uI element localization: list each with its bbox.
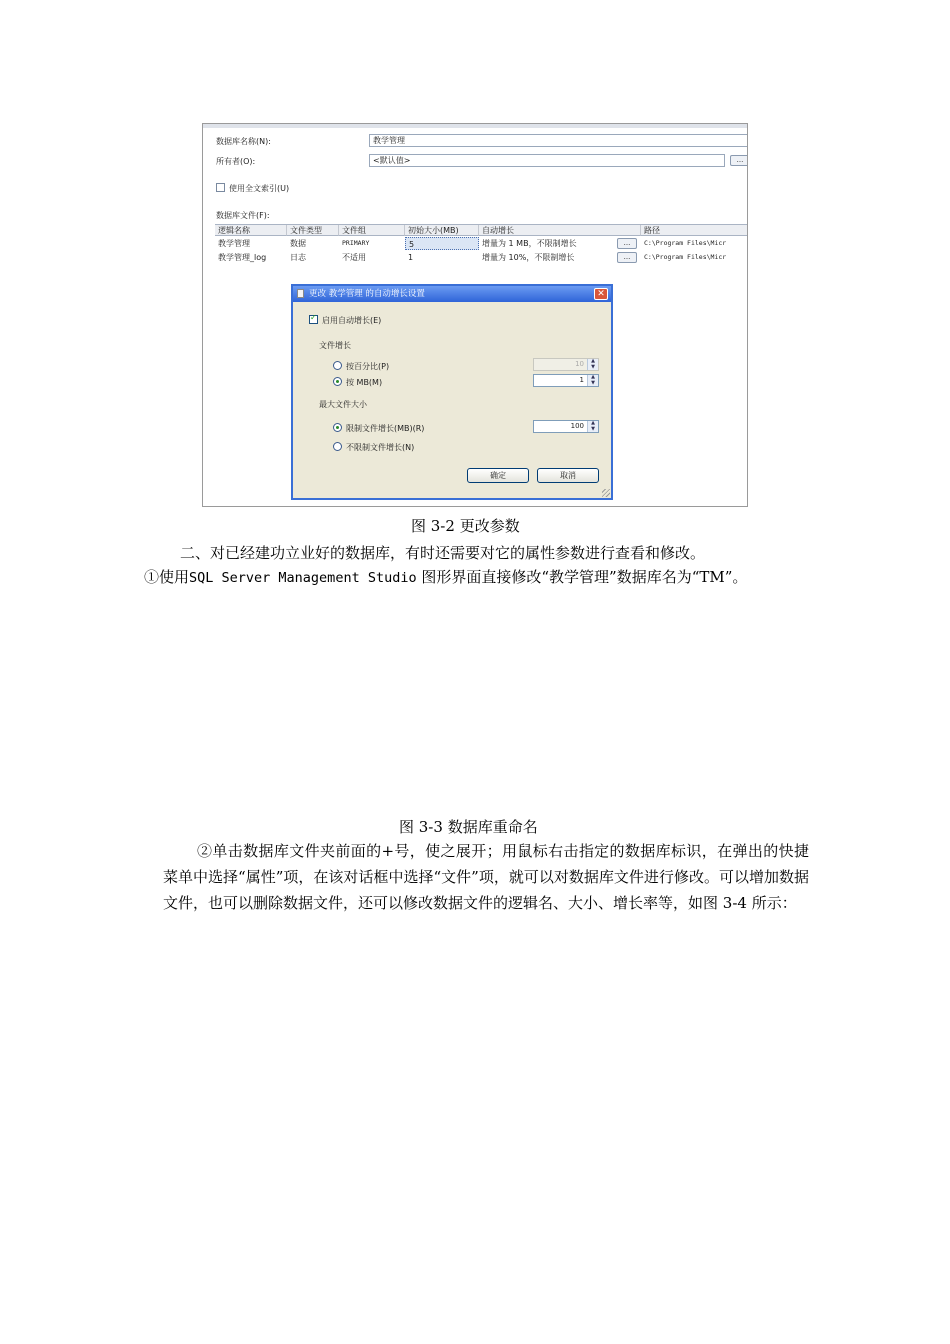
cancel-button[interactable]: 取消 xyxy=(537,468,599,483)
growth-percent-radio[interactable] xyxy=(333,361,342,370)
db-files-grid xyxy=(215,224,748,262)
grid-cell-autogrowth: 增量为 10%，不限制增长 xyxy=(482,253,575,262)
col-header-path[interactable]: 路径 xyxy=(641,225,748,236)
grid-cell-path: C:\Program Files\Micr xyxy=(644,253,727,261)
owner-browse-button[interactable]: ... xyxy=(730,155,748,166)
figure-caption-3-2: 图 3-2 更改参数 xyxy=(411,517,520,535)
paragraph-2-suffix: 图形界面直接修改“教学管理”数据库名为“TM”。 xyxy=(421,568,748,586)
col-header-filegroup[interactable]: 文件组 xyxy=(339,225,405,236)
spinner-arrows-icon[interactable]: ▲ ▼ xyxy=(587,359,598,370)
fulltext-checkbox[interactable] xyxy=(216,183,225,192)
grid-cell-file-type: 日志 xyxy=(290,253,306,262)
col-header-logical-name[interactable]: 逻辑名称 xyxy=(215,225,287,236)
paragraph-2-prefix: ①使用 xyxy=(144,568,190,586)
col-header-autogrowth[interactable]: 自动增长 xyxy=(479,225,641,236)
growth-percent-value: 10 xyxy=(575,360,584,368)
grid-cell-initial-size[interactable]: 5 xyxy=(405,237,479,250)
close-icon[interactable]: ✕ xyxy=(594,288,608,300)
owner-input[interactable]: <默认值> xyxy=(369,154,725,167)
dialog-titlebar[interactable] xyxy=(293,286,611,302)
grid-cell-file-type: 数据 xyxy=(290,239,306,248)
limited-growth-radio[interactable] xyxy=(333,423,342,432)
window-top-band xyxy=(203,124,747,128)
growth-mb-value: 1 xyxy=(579,376,584,384)
grid-cell-path: C:\Program Files\Micr xyxy=(644,239,727,247)
fulltext-label: 使用全文索引(U) xyxy=(229,184,290,193)
ok-button[interactable]: 确定 xyxy=(467,468,529,483)
grid-cell-logical-name[interactable]: 教学管理 xyxy=(218,239,250,248)
limited-growth-spinner[interactable] xyxy=(533,420,599,433)
spinner-arrows-icon[interactable]: ▲ ▼ xyxy=(587,421,598,432)
autogrowth-dialog xyxy=(291,284,613,500)
col-header-file-type[interactable]: 文件类型 xyxy=(287,225,339,236)
file-growth-group-label: 文件增长 xyxy=(319,341,351,350)
grid-cell-filegroup[interactable]: PRIMARY xyxy=(342,239,370,247)
db-files-label: 数据库文件(F): xyxy=(216,211,270,220)
paragraph-3: ②单击数据库文件夹前面的+号，使之展开；用鼠标右击指定的数据库标识，在弹出的快捷菜单中选择“属性”项，在该对话框中选择“文件”项，就可以对数据库文件进行修改。可以增加数据文件，也可以删除数据文件，还可以修改数据文件的逻辑名、大小、增长率等，如图 3-4 所示： xyxy=(163,842,809,912)
unlimited-growth-radio[interactable] xyxy=(333,442,342,451)
limited-growth-value: 100 xyxy=(570,422,584,430)
enable-autogrowth-label: 启用自动增长(E) xyxy=(322,316,382,325)
spinner-arrows-icon[interactable]: ▲ ▼ xyxy=(587,375,598,386)
grid-cell-autogrowth: 增量为 1 MB，不限制增长 xyxy=(482,239,577,248)
unlimited-growth-label: 不限制文件增长(N) xyxy=(346,443,415,452)
resize-grip-icon[interactable] xyxy=(602,489,610,497)
autogrowth-edit-button[interactable]: ... xyxy=(617,252,637,263)
dialog-window-icon xyxy=(297,289,304,298)
autogrowth-edit-button[interactable]: ... xyxy=(617,238,637,249)
enable-autogrowth-checkbox[interactable] xyxy=(309,315,318,324)
paragraph-2 xyxy=(144,564,747,591)
growth-mb-label: 按 MB(M) xyxy=(346,378,383,387)
col-header-initial-size[interactable]: 初始大小(MB) xyxy=(405,225,479,236)
growth-mb-radio[interactable] xyxy=(333,377,342,386)
dialog-title: 更改 教学管理 的自动增长设置 xyxy=(309,289,425,299)
limited-growth-label: 限制文件增长(MB)(R) xyxy=(346,424,425,433)
paragraph-2-code: SQL Server Management Studio xyxy=(189,570,417,586)
growth-percent-label: 按百分比(P) xyxy=(346,362,390,371)
growth-percent-spinner[interactable] xyxy=(533,358,599,371)
figure-3-2-screenshot xyxy=(202,123,748,507)
checkmark-icon: ✓ xyxy=(310,313,317,322)
max-size-group-label: 最大文件大小 xyxy=(319,400,367,409)
growth-mb-spinner[interactable] xyxy=(533,374,599,387)
db-name-label: 数据库名称(N): xyxy=(216,137,271,146)
grid-cell-filegroup: 不适用 xyxy=(342,253,366,262)
grid-cell-initial-size[interactable]: 1 xyxy=(408,253,414,262)
paragraph-1: 二、对已经建功立业好的数据库，有时还需要对它的属性参数进行查看和修改。 xyxy=(180,544,706,562)
figure-caption-3-3: 图 3-3 数据库重命名 xyxy=(399,818,538,836)
owner-label: 所有者(O): xyxy=(216,157,256,166)
grid-cell-logical-name[interactable]: 教学管理_log xyxy=(218,253,267,262)
db-name-input[interactable]: 教学管理 xyxy=(369,134,748,147)
